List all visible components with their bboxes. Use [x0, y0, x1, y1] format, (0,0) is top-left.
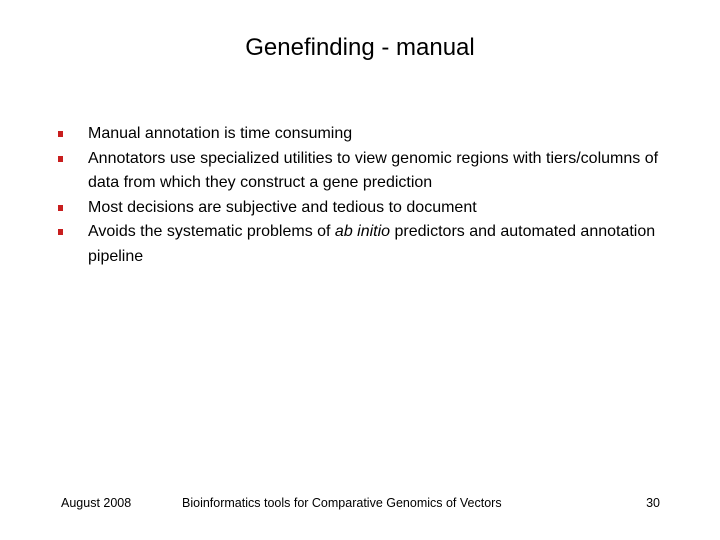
bullet-text: [88, 223, 655, 265]
bullet-item: [58, 220, 678, 269]
bullet-text-part: Most decisions are subjective and tedious to document: [88, 198, 477, 216]
page-number: 30: [646, 496, 660, 510]
bullet-text: [88, 150, 658, 192]
bullet-text-part: Annotators use specialized utilities to view genomic regions with tiers/columns of data from which they construct a gene prediction: [88, 149, 659, 191]
footer-date: August 2008: [61, 496, 132, 510]
bullet-text-part: Avoids the systematic problems of: [88, 223, 335, 240]
bullet-text: [88, 199, 477, 216]
bullet-list: [58, 122, 678, 269]
square-bullet-icon: [58, 205, 63, 211]
slide-title: Genefinding - manual: [245, 34, 475, 61]
bullet-item: [58, 196, 678, 221]
footer-title: Bioinformatics tools for Comparative Genomics of Vectors: [182, 496, 502, 510]
bullet-text-part: predictors and automated annotation pipeline: [88, 223, 656, 265]
bullet-item: [58, 122, 678, 147]
bullet-item: [58, 147, 678, 196]
bullet-text: [88, 125, 352, 142]
bullet-text-part: Manual annotation is time consuming: [88, 125, 353, 142]
square-bullet-icon: [58, 156, 63, 162]
square-bullet-icon: [58, 229, 63, 235]
bullet-text-italic: ab initio: [334, 223, 391, 240]
square-bullet-icon: [58, 131, 63, 137]
